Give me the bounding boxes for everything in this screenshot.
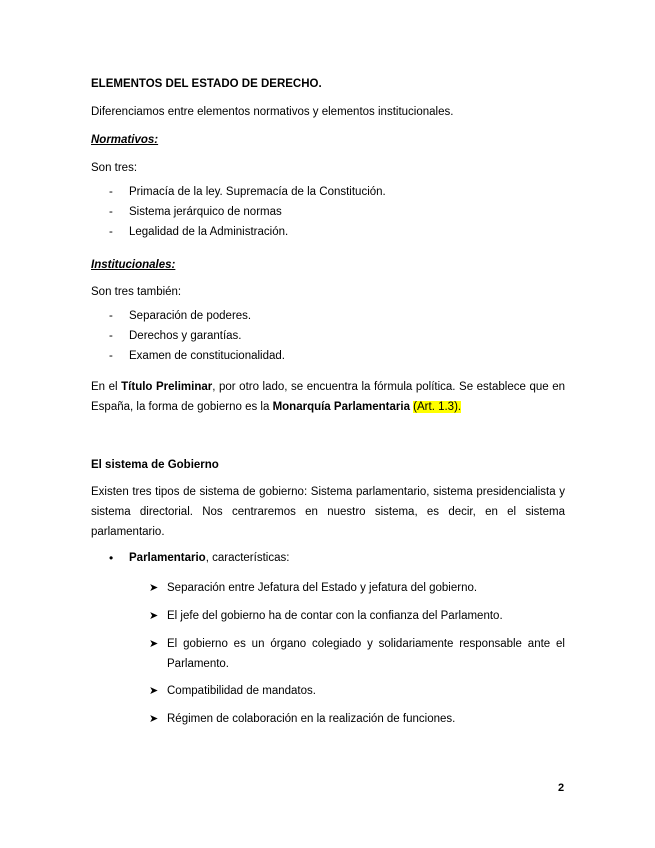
sistema-paragraph: Existen tres tipos de sistema de gobierno: Sistema parlamentario, sistema presidencialista y sistema directorial. Nos centraremos en nuestro sistema, es decir, en el sistema parlamentario. xyxy=(91,486,565,538)
intro-paragraph: Diferenciamos entre elementos normativos y elementos institucionales. xyxy=(91,106,454,118)
dash-marker: - xyxy=(109,350,113,362)
arrow-bullet-icon: ➤ xyxy=(149,582,159,594)
normativos-subtitle: Normativos: xyxy=(91,134,159,146)
dash-marker: - xyxy=(109,226,113,238)
dash-marker: - xyxy=(109,206,113,218)
normativos-lead: Son tres: xyxy=(91,162,138,174)
page-number: 2 xyxy=(558,782,565,794)
arrow-bullet-icon: ➤ xyxy=(149,638,159,650)
dash-marker: - xyxy=(109,186,113,198)
list-item: ➤ Compatibilidad de mandatos. xyxy=(149,681,565,701)
arrow-bullet-icon: ➤ xyxy=(149,685,159,697)
bullet-icon: • xyxy=(109,551,114,565)
list-item: ➤ El jefe del gobierno ha de contar con la confianza del Parlamento. xyxy=(149,606,565,626)
institucionales-subtitle: Institucionales: xyxy=(91,259,176,271)
list-item: ➤ Separación entre Jefatura del Estado y jefatura del gobierno. xyxy=(149,578,565,598)
arrow-bullet-icon: ➤ xyxy=(149,610,159,622)
arrow-bullet-icon: ➤ xyxy=(149,713,159,725)
list-item: ➤ El gobierno es un órgano colegiado y solidariamente responsable ante el Parlamento. xyxy=(149,634,565,674)
institucionales-lead: Son tres también: xyxy=(91,286,182,298)
document-heading: ELEMENTOS DEL ESTADO DE DERECHO. xyxy=(91,78,322,90)
article-highlight: (Art. 1.3). xyxy=(413,401,462,413)
dash-marker: - xyxy=(109,310,113,322)
list-item: ➤ Régimen de colaboración en la realización de funciones. xyxy=(149,709,565,729)
dash-marker: - xyxy=(109,330,113,342)
titulo-preliminar-paragraph: En el Título Preliminar, por otro lado, se encuentra la fórmula política. Se establece que en España, la forma de gobierno es la Monarquía Parlamentaria (Art. 1.3). xyxy=(91,381,565,413)
sistema-heading: El sistema de Gobierno xyxy=(91,459,219,471)
